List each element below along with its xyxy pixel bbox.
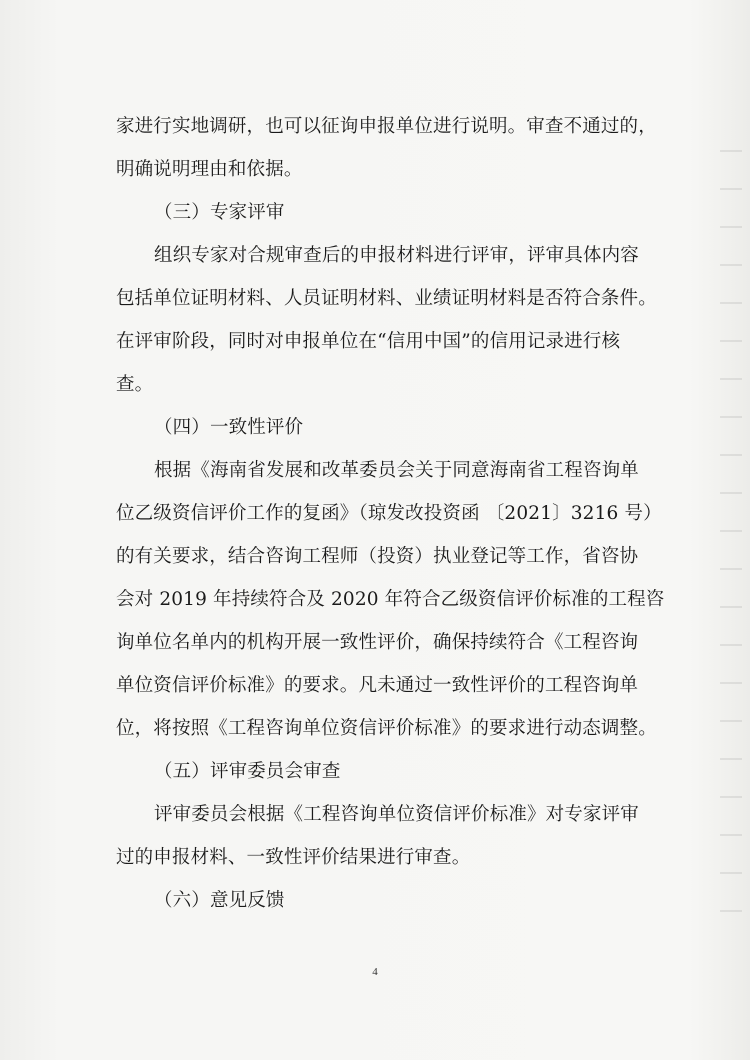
section-heading-feedback: （六）意见反馈 [154, 890, 285, 911]
paragraph-line: 根据《海南省发展和改革委员会关于同意海南省工程咨询单 [154, 460, 639, 481]
page-number: 4 [372, 966, 378, 978]
paragraph-line: 的有关要求，结合咨询工程师（投资）执业登记等工作，省咨协 [116, 546, 639, 567]
paragraph-line: 位乙级资信评价工作的复函》（琼发改投资函 〔2021〕3216 号） [116, 503, 662, 524]
paragraph-line: 在评审阶段，同时对申报单位在“信用中国”的信用记录进行核 [116, 331, 621, 352]
paragraph-line: 评审委员会根据《工程咨询单位资信评价标准》对专家评审 [154, 804, 639, 825]
section-heading-consistency-evaluation: （四）一致性评价 [154, 417, 304, 438]
paragraph-line: 询单位名单内的机构开展一致性评价，确保持续符合《工程咨询 [116, 632, 639, 653]
show-through-text [720, 120, 742, 940]
paragraph-line: 查。 [116, 374, 154, 395]
paragraph-line: 位，将按照《工程咨询单位资信评价标准》的要求进行动态调整。 [116, 718, 657, 739]
paragraph-line: 会对 2019 年持续符合及 2020 年符合乙级资信评价标准的工程咨 [116, 589, 665, 610]
section-heading-expert-review: （三）专家评审 [154, 202, 285, 223]
paragraph-line: 明确说明理由和依据。 [116, 159, 303, 180]
paragraph-line: 过的申报材料、一致性评价结果进行审查。 [116, 847, 471, 868]
paragraph-line: 组织专家对合规审查后的申报材料进行评审，评审具体内容 [154, 245, 639, 266]
paragraph-line: 包括单位证明材料、人员证明材料、业绩证明材料是否符合条件。 [116, 288, 657, 309]
paragraph-line: 单位资信评价标准》的要求。凡未通过一致性评价的工程咨询单 [116, 675, 639, 696]
paragraph-line: 家进行实地调研，也可以征询申报单位进行说明。审查不通过的， [116, 116, 657, 137]
section-heading-committee-review: （五）评审委员会审查 [154, 761, 341, 782]
